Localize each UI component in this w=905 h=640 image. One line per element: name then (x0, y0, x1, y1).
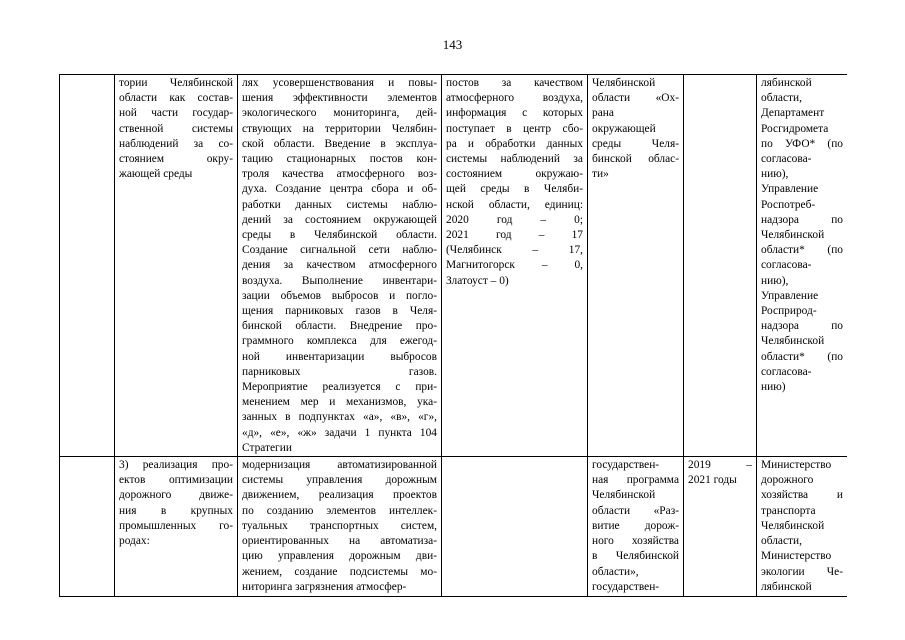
cell-line: согласова- (761, 153, 812, 166)
cell-line: 3) реализация про- (119, 459, 233, 472)
cell-line: ния в крупных (119, 504, 233, 517)
cell-line: дений за состоянием окружающей (242, 213, 437, 226)
cell-line: области «Раз- (592, 504, 679, 517)
cell-line: хозяйства и (761, 489, 843, 502)
cell-line: Управление (761, 183, 819, 196)
cell-line: парниковых газов. (242, 365, 437, 378)
cell-line: Челябинской (592, 489, 656, 502)
cell-line: Росприрод- (761, 305, 817, 318)
cell-period (684, 75, 757, 457)
cell-line: шения эффективности элементов (242, 92, 437, 105)
cell-line: Челябинской (761, 519, 825, 532)
cell-line: по созданию элементов интеллек- (242, 504, 437, 517)
cell-line: ной части государ- (119, 107, 233, 120)
cell-responsible (757, 75, 848, 457)
cell-line: области* (по (761, 350, 843, 363)
cell-line: системы управления дорожным (242, 474, 437, 487)
plan-table-container (59, 74, 847, 640)
cell-line: надзора по (761, 213, 843, 226)
cell-line: родах: (119, 535, 150, 548)
cell-line: туальных транспортных систем, (242, 519, 437, 532)
cell-line: модернизация автоматизированной (242, 459, 437, 472)
cell-line: ствующих на территории Челябин- (242, 122, 437, 135)
cell-line: щей среды в Челяби- (446, 183, 583, 196)
cell-line: Департамент (761, 107, 825, 120)
cell-line: ектов оптимизации (119, 474, 233, 487)
cell-line: дорожного (761, 474, 814, 487)
cell-line: нию) (761, 381, 786, 394)
cell-line: дорожного движе- (119, 489, 233, 502)
cell-number (60, 75, 115, 457)
cell-line: Стратегии (242, 441, 292, 454)
cell-line: тории Челябинской (119, 77, 233, 89)
cell-line: области», (592, 565, 639, 578)
cell-line: области как состав- (119, 92, 233, 105)
cell-line: области «Ох- (592, 92, 679, 105)
cell-line: окружающей (592, 122, 656, 135)
cell-line: Челябинской (761, 335, 825, 348)
table-row (60, 457, 848, 597)
cell-line: 2021 годы (688, 474, 737, 487)
cell-line: витие дорож- (592, 519, 679, 532)
cell-line: надзора по (761, 320, 843, 333)
cell-line: области, (761, 92, 802, 105)
cell-line: граммного комплекса для ежегод- (242, 335, 437, 348)
table-row (60, 75, 848, 457)
cell-line: 2021 год – 17 (446, 229, 583, 242)
cell-line: Челябинской (592, 77, 656, 89)
cell-line: Министерство (761, 459, 832, 472)
cell-line: государствен- (592, 580, 660, 593)
cell-line: экологии Че- (761, 565, 843, 578)
cell-line: нию), (761, 274, 789, 287)
cell-line: атмосферного воздуха, (446, 92, 583, 105)
cell-indicator (442, 75, 588, 457)
cell-line: экологического мониторинга, дей- (242, 107, 437, 120)
cell-line: поступает в центр сбо- (446, 122, 583, 135)
cell-line: Роспотреб- (761, 198, 816, 211)
cell-line: системы наблюдений за (446, 153, 583, 166)
cell-line: нской области, единиц: (446, 198, 583, 211)
plan-table (59, 74, 847, 597)
cell-line: ственной системы (119, 122, 233, 135)
cell-line: жающей среды (119, 168, 193, 181)
cell-line: области* (по (761, 244, 843, 257)
cell-line: 2020 год – 0; (446, 213, 583, 226)
cell-measure (238, 75, 442, 457)
cell-line: наблюдений за со- (119, 137, 233, 150)
cell-line: ориентированных на автоматиза- (242, 535, 437, 548)
cell-line: ной инвентаризации выбросов (242, 350, 437, 363)
cell-line: воздуха. Выполнение инвентари- (242, 274, 437, 287)
cell-line: ти» (592, 168, 609, 181)
cell-line: Министерство (761, 550, 832, 563)
cell-line: жением, создание подсистемы мо- (242, 565, 437, 578)
cell-line: тацию стационарных постов кон- (242, 153, 437, 166)
cell-line: ской области. Введение в эксплуа- (242, 137, 437, 150)
cell-line: государствен- (592, 459, 660, 472)
cell-line: работки данных системы наблю- (242, 198, 437, 211)
page-number: 143 (442, 37, 463, 52)
cell-line: Златоуст – 0) (446, 274, 509, 287)
cell-line: согласова- (761, 365, 812, 378)
cell-line: промышленных го- (119, 519, 233, 532)
cell-line: рана (592, 107, 614, 120)
cell-line: ная программа (592, 474, 679, 487)
cell-line: согласова- (761, 259, 812, 272)
cell-line: цию управления дорожным дви- (242, 550, 437, 563)
cell-line: Управление (761, 289, 819, 302)
cell-line: лябинской (761, 580, 812, 593)
cell-line: бинской облас- (592, 153, 679, 166)
cell-line: Магнитогорск – 0, (446, 259, 583, 272)
cell-line: среды Челя- (592, 137, 679, 150)
cell-line: дения за качеством атмосферного (242, 259, 437, 272)
cell-line: стоянием окру- (119, 153, 233, 166)
cell-line: состоянием окружаю- (446, 168, 583, 181)
cell-line: движением, реализация проектов (242, 489, 437, 502)
cell-line: 2019 – (688, 459, 752, 472)
cell-line: области, (761, 535, 802, 548)
cell-line: зации объемов выбросов и погло- (242, 289, 437, 302)
cell-line: среды в Челябинской области. (242, 229, 437, 242)
cell-task (115, 75, 238, 457)
cell-line: лях усовершенствования и повы- (242, 77, 437, 89)
cell-line: Росгидромета (761, 122, 829, 135)
cell-line: щения парниковых газов в Челя- (242, 305, 437, 318)
cell-line: лябинской (761, 77, 812, 89)
cell-line: по УФО* (по (761, 137, 843, 150)
cell-indicator (442, 457, 588, 597)
cell-line: Челябинской (761, 229, 825, 242)
cell-line: ра и обработки данных (446, 137, 583, 150)
cell-responsible (757, 457, 848, 597)
cell-line: троля качества атмосферного воз- (242, 168, 437, 181)
cell-line: информация с которых (446, 107, 583, 120)
cell-line: в Челябинской (592, 550, 679, 563)
cell-line: «д», «е», «ж» задачи 1 пункта 104 (242, 426, 437, 439)
cell-line: занных в подпунктах «а», «в», «г», (242, 411, 437, 424)
cell-line: духа. Создание центра сбора и об- (242, 183, 437, 196)
cell-line: постов за качеством (446, 77, 583, 89)
cell-line: транспорта (761, 504, 816, 517)
cell-line: Создание сигнальной сети наблю- (242, 244, 437, 257)
cell-number (60, 457, 115, 597)
cell-program (588, 75, 684, 457)
cell-task (115, 457, 238, 597)
cell-line: нию), (761, 168, 789, 181)
cell-line: бинской области. Внедрение про- (242, 320, 437, 333)
cell-line: ниторинга загрязнения атмосфер- (242, 580, 407, 593)
cell-line: Мероприятие реализуется с при- (242, 381, 437, 394)
cell-line: ного хозяйства (592, 535, 679, 548)
cell-measure (238, 457, 442, 597)
cell-line: (Челябинск – 17, (446, 244, 583, 257)
cell-period (684, 457, 757, 597)
cell-program (588, 457, 684, 597)
cell-line: менением мер и механизмов, ука- (242, 396, 437, 409)
